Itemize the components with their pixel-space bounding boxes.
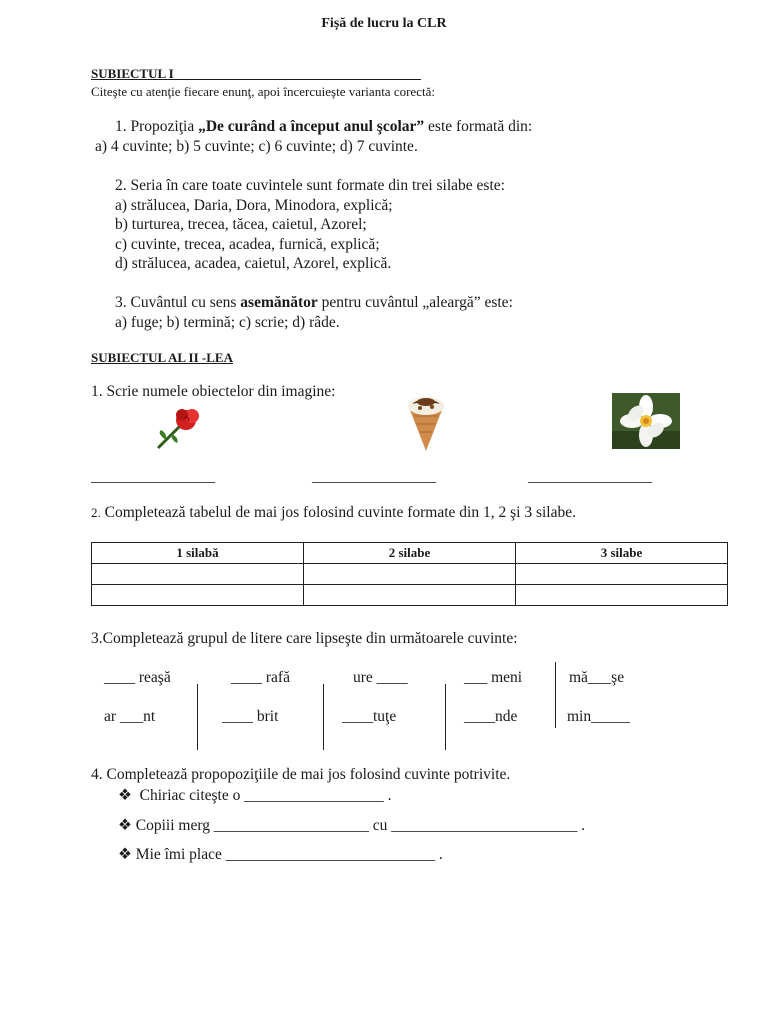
question-1-2: 2. Seria în care toate cuvintele sunt formate din trei silabe este:	[115, 177, 505, 194]
table-header-row	[92, 543, 728, 564]
question-2-2-number: 2.	[91, 505, 101, 520]
table-cell[interactable]	[516, 585, 728, 606]
question-1-1-options: a) 4 cuvinte; b) 5 cuvinte; c) 6 cuvinte; d) 7 cuvinte.	[95, 138, 418, 155]
table-cell[interactable]	[516, 564, 728, 585]
missing-letters-word-10[interactable]: min_____	[567, 708, 630, 725]
question-1-3-suffix: pentru cuvântul „aleargă” este:	[317, 294, 513, 311]
column-divider	[197, 684, 198, 750]
ice-cream-icon	[404, 394, 448, 452]
sentence-3	[118, 845, 443, 864]
bullet-icon: ❖	[118, 817, 132, 834]
question-1-3-prefix: 3. Cuvântul cu sens	[115, 294, 241, 311]
missing-letters-word-9[interactable]: ____nde	[464, 708, 518, 725]
missing-letters-word-1[interactable]: ____ reaşă	[104, 669, 171, 686]
column-divider	[555, 662, 556, 728]
subject1-heading-line: ______________________________________	[173, 66, 421, 81]
table-header-2-syllables: 2 silabe	[304, 543, 516, 564]
sentence-2	[118, 816, 585, 835]
subject2-heading: SUBIECTUL AL II -LEA	[91, 350, 233, 365]
missing-letters-word-3[interactable]: ure ____	[353, 669, 408, 686]
question-2-2-text: Completează tabelul de mai jos folosind cuvinte formate din 1, 2 şi 3 silabe.	[100, 504, 576, 521]
page-title: Fișă de lucru la CLR	[321, 16, 447, 31]
question-1-2-option-a: a) strălucea, Daria, Dora, Minodora, explică;	[115, 197, 393, 214]
table-header-1-syllable: 1 silabă	[92, 543, 304, 564]
rose-icon	[152, 406, 204, 452]
question-1-3	[115, 294, 513, 312]
answer-blank-2[interactable]: ________________	[312, 468, 436, 485]
sentence-3-text[interactable]: Mie îmi place ___________________________ .	[135, 846, 443, 863]
question-2-1: 1. Scrie numele obiectelor din imagine:	[91, 383, 336, 400]
question-1-3-options: a) fuge; b) termină; c) scrie; d) râde.	[115, 314, 340, 331]
sentence-2-text[interactable]: Copiii merg ____________________ cu ________________________ .	[135, 817, 585, 834]
bullet-icon: ❖	[118, 846, 132, 863]
question-1-1	[115, 118, 532, 136]
answer-blank-1[interactable]: ________________	[91, 468, 215, 485]
sentence-1	[118, 786, 392, 805]
sentence-1-text[interactable]: Chiriac citeşte o __________________ .	[139, 787, 392, 804]
question-1-3-word: asemănător	[240, 294, 318, 311]
table-cell[interactable]	[304, 585, 516, 606]
missing-letters-word-6[interactable]: ar ___nt	[104, 708, 156, 725]
subject1-heading-text: SUBIECTUL I	[91, 66, 174, 81]
table-cell[interactable]	[92, 585, 304, 606]
question-2-2	[91, 504, 576, 522]
missing-letters-word-7[interactable]: ____ brit	[222, 708, 279, 725]
column-divider	[323, 684, 324, 750]
question-1-1-prefix: 1. Propoziţia	[115, 118, 199, 135]
syllable-table	[91, 542, 728, 606]
question-2-4: 4. Completează propopoziţiile de mai jos folosind cuvinte potrivite.	[91, 766, 511, 783]
missing-letters-word-2[interactable]: ____ rafă	[231, 669, 290, 686]
missing-letters-word-4[interactable]: ___ meni	[464, 669, 523, 686]
question-1-2-option-b: b) turturea, trecea, tăcea, caietul, Azorel;	[115, 216, 367, 233]
question-1-1-sentence: „De curând a început anul şcolar”	[198, 118, 425, 135]
bullet-icon: ❖	[118, 787, 132, 804]
narcissus-flower-icon	[612, 393, 680, 449]
question-1-2-option-d: d) strălucea, acadea, caietul, Azorel, explică.	[115, 255, 392, 272]
table-row	[92, 585, 728, 606]
question-1-2-option-c: c) cuvinte, trecea, acadea, furnică, explică;	[115, 236, 380, 253]
table-cell[interactable]	[304, 564, 516, 585]
missing-letters-word-5[interactable]: mă___şe	[569, 669, 625, 686]
table-cell[interactable]	[92, 564, 304, 585]
subject1-heading	[91, 66, 421, 82]
table-header-3-syllables: 3 silabe	[516, 543, 728, 564]
column-divider	[445, 684, 446, 750]
answer-blank-3[interactable]: ________________	[528, 468, 652, 485]
question-2-3: 3.Completează grupul de litere care lipseşte din următoarele cuvinte:	[91, 630, 518, 647]
question-1-1-suffix: este formată din:	[424, 118, 533, 135]
table-row	[92, 564, 728, 585]
missing-letters-word-8[interactable]: ____tuţe	[342, 708, 397, 725]
subject1-instruction: Citeşte cu atenţie fiecare enunţ, apoi încercuieşte varianta corectă:	[91, 84, 435, 99]
